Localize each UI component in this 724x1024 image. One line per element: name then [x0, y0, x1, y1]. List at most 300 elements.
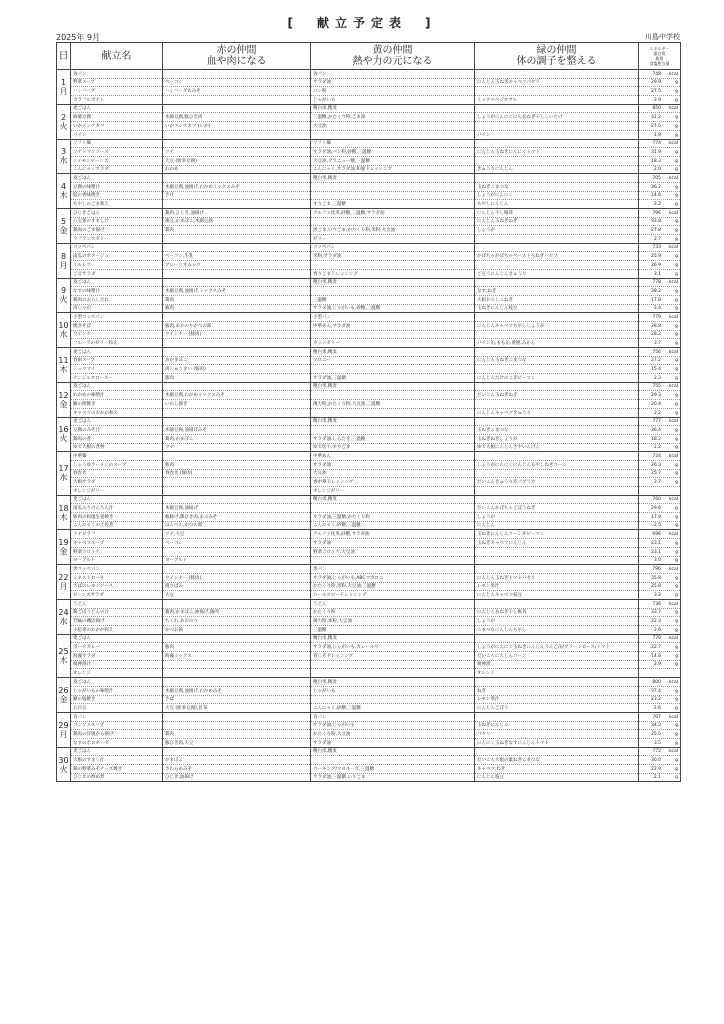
- red-cell: 大豆: [163, 591, 311, 600]
- menu-cell: オレンジゼリー: [71, 487, 163, 496]
- menu-cell: しょうゆラーメンのスープ: [71, 460, 163, 469]
- nutrition-unit: g: [675, 115, 678, 121]
- nutrition-cell: [639, 295, 681, 304]
- nutrition-unit: kcal: [668, 566, 678, 572]
- table-row: [57, 712, 681, 721]
- green-cell: 玉ねぎにんじん枝豆: [475, 304, 639, 313]
- day-cell: 16 火: [57, 417, 71, 452]
- day-cell: 12 金: [57, 382, 71, 417]
- red-cell: 鶏肉: [163, 295, 311, 304]
- nutrition-unit: g: [675, 688, 678, 694]
- table-row: [57, 130, 681, 139]
- green-cell: しょうがにんにく玉ねぎにんじんりんご缶/グリーンピース/トマト: [475, 643, 639, 652]
- yellow-cell: 精白米,精麦: [311, 104, 475, 113]
- yellow-cell: 精白米,精麦: [311, 278, 475, 287]
- nutrition-cell: [639, 235, 681, 244]
- school-name: 川島中学校: [645, 33, 680, 41]
- nutrition-value: 705: [652, 175, 661, 181]
- table-row: [57, 261, 681, 270]
- green-cell: にんじん干し椎茸: [475, 209, 639, 218]
- green-cell: にんじんキャベツきゅうり: [475, 408, 639, 417]
- nutrition-unit: g: [675, 393, 678, 399]
- red-cell: [163, 243, 311, 252]
- nutrition-cell: [639, 521, 681, 530]
- nutrition-cell: [639, 330, 681, 339]
- menu-cell: ゆで大根の煮物: [71, 443, 163, 452]
- day-cell: 3 水: [57, 139, 71, 174]
- nutrition-value: 17.9: [650, 514, 661, 520]
- green-cell: [475, 712, 639, 721]
- red-cell: 豚肉: [163, 643, 311, 652]
- green-cell: だいこんにんじんコーン: [475, 652, 639, 661]
- green-cell: [475, 547, 639, 556]
- nutrition-value: 35.8: [650, 575, 661, 581]
- table-row: [57, 582, 681, 591]
- green-cell: [475, 243, 639, 252]
- nutrition-cell: [639, 321, 681, 330]
- yellow-cell: サラダ油,じゃがいも,ABCマカロニ: [311, 573, 475, 582]
- yellow-cell: [311, 217, 475, 226]
- yellow-cell: 黒ごま,いりごま,かたくり粉,米粉,大豆油: [311, 226, 475, 235]
- red-cell: 木綿豆腐,油揚げ,わかめみそ: [163, 686, 311, 695]
- table-row: [57, 96, 681, 105]
- nutrition-unit: g: [675, 254, 678, 260]
- header-yellow: 黄の仲間 熱や力の元になる: [311, 43, 475, 70]
- nutrition-cell: [639, 130, 681, 139]
- yellow-cell: 精白米,精麦: [311, 382, 475, 391]
- day-cell: 22 月: [57, 565, 71, 600]
- yellow-cell: [311, 660, 475, 669]
- table-row: [57, 513, 681, 522]
- yellow-cell: [311, 556, 475, 565]
- green-cell: だいこんきゅうり赤パプリカ: [475, 478, 639, 487]
- yellow-cell: 食パン: [311, 712, 475, 721]
- green-cell: しょうがにんにくにんじんもやしねぎコーン: [475, 460, 639, 469]
- nutrition-cell: [639, 756, 681, 765]
- menu-cell: 八宝菜のすまし汁: [71, 217, 163, 226]
- menu-cell: 食パン: [71, 712, 163, 721]
- nutrition-value: 2.2: [653, 445, 661, 451]
- nutrition-cell: [639, 287, 681, 296]
- nutrition-cell: [639, 660, 681, 669]
- menu-cell: もやしのごま和え: [71, 200, 163, 209]
- nutrition-value: 23.1: [650, 540, 661, 546]
- nutrition-cell: [639, 608, 681, 617]
- nutrition-unit: kcal: [668, 453, 678, 459]
- nutrition-cell: [639, 96, 681, 105]
- table-row: [57, 617, 681, 626]
- yellow-cell: ソフト麺: [311, 139, 475, 148]
- red-cell: かつお節: [163, 626, 311, 635]
- green-cell: [475, 330, 639, 339]
- nutrition-unit: g: [675, 149, 678, 155]
- menu-cell: ミルレツ: [71, 261, 163, 270]
- red-cell: [163, 417, 311, 426]
- nutrition-value: 14.6: [650, 653, 661, 659]
- red-cell: いわし腺き: [163, 400, 311, 409]
- day-cell: 30 火: [57, 747, 71, 782]
- yellow-cell: カットゼリー: [311, 339, 475, 348]
- green-cell: 玉ねぎねぎしょうが: [475, 434, 639, 443]
- red-cell: 鶏肉,ひじき,油揚げ: [163, 209, 311, 218]
- nutrition-cell: [639, 382, 681, 391]
- red-cell: 豚ひき肉,大豆: [163, 738, 311, 747]
- nutrition-cell: [639, 704, 681, 713]
- table-row: [57, 469, 681, 478]
- table-row: [57, 356, 681, 365]
- day-cell: 17 水: [57, 452, 71, 495]
- menu-cell: さばのレモンソース: [71, 582, 163, 591]
- nutrition-value: 779: [652, 314, 661, 320]
- table-row: [57, 287, 681, 296]
- yellow-cell: 精白米,精麦: [311, 417, 475, 426]
- table-row: [57, 252, 681, 261]
- day-cell: 10 水: [57, 313, 71, 348]
- nutrition-cell: [639, 686, 681, 695]
- red-cell: わかめ: [163, 165, 311, 174]
- table-row: [57, 626, 681, 635]
- nutrition-value: 3.5: [653, 740, 661, 746]
- red-cell: [163, 408, 311, 417]
- table-row: [57, 487, 681, 496]
- menu-cell: キャベツスープ: [71, 539, 163, 548]
- nutrition-cell: [639, 70, 681, 79]
- table-row: [57, 139, 681, 148]
- green-cell: しょうが: [475, 513, 639, 522]
- green-cell: 玉ねぎこまつな: [475, 426, 639, 435]
- red-cell: [163, 634, 311, 643]
- nutrition-unit: kcal: [668, 749, 678, 755]
- yellow-cell: [311, 408, 475, 417]
- menu-cell: フルーツのゼリー和え: [71, 339, 163, 348]
- nutrition-cell: [639, 591, 681, 600]
- green-cell: レモン果汁: [475, 695, 639, 704]
- table-row: [57, 434, 681, 443]
- nutrition-unit: kcal: [668, 106, 678, 112]
- menu-cell: 麦ごはん: [71, 104, 163, 113]
- nutrition-value: 27.5: [650, 89, 661, 95]
- yellow-cell: [311, 756, 475, 765]
- yellow-cell: パン粉: [311, 87, 475, 96]
- menu-cell: 野菜スープ: [71, 78, 163, 87]
- yellow-cell: ゆで切干,すりごま: [311, 443, 475, 452]
- nutrition-value: 14.6: [650, 193, 661, 199]
- yellow-cell: 三温糖: [311, 295, 475, 304]
- yellow-cell: こんにゃく,サラダ油,和風ドレッシング: [311, 165, 475, 174]
- yellow-cell: サラダ油,三温糖: [311, 374, 475, 383]
- nutrition-value: 736: [652, 601, 661, 607]
- nutrition-unit: kcal: [668, 175, 678, 181]
- table-row: [57, 226, 681, 235]
- red-cell: 木綿豆腐,豚ひき肉: [163, 113, 311, 122]
- yellow-cell: 香中華ドレッシング: [311, 478, 475, 487]
- nutrition-cell: [639, 669, 681, 678]
- nutrition-cell: [639, 426, 681, 435]
- red-cell: [163, 660, 311, 669]
- red-cell: [163, 96, 311, 105]
- nutrition-unit: g: [675, 549, 678, 555]
- table-row: [57, 721, 681, 730]
- nutrition-unit: g: [675, 445, 678, 451]
- nutrition-unit: g: [675, 723, 678, 729]
- nutrition-cell: [639, 539, 681, 548]
- nutrition-unit: g: [675, 480, 678, 485]
- green-cell: ねぎ: [475, 686, 639, 695]
- yellow-cell: 黒パン: [311, 565, 475, 574]
- green-cell: [475, 599, 639, 608]
- nutrition-value: 28.2: [650, 332, 661, 338]
- red-cell: [163, 70, 311, 79]
- menu-cell: 春雨スープ: [71, 356, 163, 365]
- table-row: [57, 521, 681, 530]
- green-cell: きゅうりにんじん: [475, 165, 639, 174]
- nutrition-unit: g: [675, 462, 678, 468]
- day-cell: 2 火: [57, 104, 71, 139]
- nutrition-value: 28.8: [650, 323, 661, 329]
- menu-cell: わかめの味噌汁: [71, 391, 163, 400]
- green-cell: 玉ねぎにんじん: [475, 721, 639, 730]
- nutrition-cell: [639, 348, 681, 357]
- yellow-cell: [311, 261, 475, 270]
- green-cell: [475, 382, 639, 391]
- table-row: [57, 504, 681, 513]
- yellow-cell: 野菜コロッケ,大豆油: [311, 547, 475, 556]
- table-row: [57, 113, 681, 122]
- menu-cell: 竹輪の磯辺揚げ: [71, 617, 163, 626]
- red-cell: ベーコン,牛乳: [163, 252, 311, 261]
- green-cell: にんにく玉ねぎなすにんじんトマト: [475, 738, 639, 747]
- nutrition-value: 30.0: [650, 758, 661, 763]
- nutrition-unit: kcal: [668, 141, 678, 147]
- table-row: [57, 669, 681, 678]
- nutrition-value: 25.7: [650, 471, 661, 477]
- nutrition-unit: g: [675, 662, 678, 668]
- red-cell: [163, 313, 311, 322]
- green-cell: [475, 487, 639, 496]
- yellow-cell: 中華めん: [311, 452, 475, 461]
- nutrition-cell: [639, 139, 681, 148]
- nutrition-value: 38.2: [650, 288, 661, 294]
- menu-cell: ツナトマトソース: [71, 148, 163, 157]
- nutrition-unit: kcal: [668, 714, 678, 720]
- nutrition-unit: g: [675, 410, 678, 416]
- green-cell: 福神漬: [475, 660, 639, 669]
- table-row: [57, 634, 681, 643]
- nutrition-cell: [639, 556, 681, 565]
- red-cell: ツナ: [163, 443, 311, 452]
- nutrition-cell: [639, 400, 681, 409]
- nutrition-cell: [639, 460, 681, 469]
- green-cell: [475, 634, 639, 643]
- menu-cell: 麦ごはん: [71, 174, 163, 183]
- nutrition-value: 777: [652, 419, 661, 425]
- yellow-cell: ゼリー: [311, 235, 475, 244]
- yellow-cell: [311, 504, 475, 513]
- red-cell: ヨーグルト: [163, 556, 311, 565]
- nutrition-cell: [639, 721, 681, 730]
- table-row: [57, 686, 681, 695]
- nutrition-value: 2.0: [653, 167, 661, 173]
- red-cell: 揚さばみ: [163, 582, 311, 591]
- green-cell: にんじん枝豆: [475, 773, 639, 782]
- green-cell: しょうが: [475, 226, 639, 235]
- yellow-cell: [311, 426, 475, 435]
- nutrition-cell: [639, 478, 681, 487]
- nutrition-value: 778: [652, 280, 661, 286]
- menu-cell: 五目豆: [71, 704, 163, 713]
- nutrition-unit: g: [675, 523, 678, 529]
- table-row: [57, 365, 681, 374]
- menu-cell: 麦ごはん: [71, 278, 163, 287]
- green-cell: パイン缶,もも缶,黄桃,みかん: [475, 339, 639, 348]
- nutrition-unit: g: [675, 740, 678, 746]
- nutrition-value: 707: [652, 714, 661, 720]
- menu-cell: ウインナー: [71, 330, 163, 339]
- red-cell: 鶏肉: [163, 226, 311, 235]
- yellow-cell: 青じそドレッシング: [311, 652, 475, 661]
- menu-cell: 麻婆豆腐: [71, 113, 163, 122]
- menu-cell: カラフルポテト: [71, 96, 163, 105]
- nutrition-value: 696: [652, 532, 661, 538]
- green-cell: 玉ねぎキャベツにんじん: [475, 539, 639, 548]
- yellow-cell: サラダ油,じゃがいも,カレールウ: [311, 643, 475, 652]
- yellow-cell: [311, 287, 475, 296]
- green-cell: にんじん玉ねぎにんにくトマト: [475, 148, 639, 157]
- yellow-cell: 米粉,サラダ油: [311, 252, 475, 261]
- menu-cell: 麦ごはん: [71, 417, 163, 426]
- green-cell: [475, 495, 639, 504]
- table-row: [57, 156, 681, 165]
- table-row: [57, 608, 681, 617]
- yellow-cell: サラダ油,パン粉,砂糖,三温糖: [311, 148, 475, 157]
- menu-cell: ヨーグルト: [71, 556, 163, 565]
- nutrition-value: 36.4: [650, 427, 661, 433]
- table-row: [57, 330, 681, 339]
- day-cell: 19 金: [57, 530, 71, 565]
- nutrition-unit: g: [675, 228, 678, 234]
- table-row: [57, 122, 681, 131]
- menu-cell: 豆腐のみそ汁: [71, 426, 163, 435]
- table-row: [57, 200, 681, 209]
- red-cell: かまぼこ: [163, 756, 311, 765]
- menu-cell: 麦ごはん: [71, 495, 163, 504]
- yellow-cell: かたくり粉,大豆油: [311, 730, 475, 739]
- nutrition-cell: [639, 356, 681, 365]
- menu-cell: 食パン: [71, 70, 163, 79]
- nutrition-cell: [639, 573, 681, 582]
- yellow-cell: 精白米,精麦: [311, 747, 475, 756]
- menu-cell: ラフランスゼリー: [71, 235, 163, 244]
- header-green: 緑の仲間 体の調子を整える: [475, 43, 639, 70]
- header-day: 日: [57, 43, 71, 70]
- menu-cell: 麦ごはん: [71, 747, 163, 756]
- day-cell: 18 木: [57, 495, 71, 530]
- yellow-cell: マロニー: [311, 356, 475, 365]
- nutrition-value: 20.4: [650, 401, 661, 407]
- menu-cell: ソフト麺: [71, 139, 163, 148]
- nutrition-unit: g: [675, 341, 678, 346]
- menu-cell: なすの味噌汁: [71, 287, 163, 296]
- red-cell: [163, 599, 311, 608]
- table-row: [57, 295, 681, 304]
- table-row: [57, 426, 681, 435]
- nutrition-cell: [639, 165, 681, 174]
- menu-cell: いかメンチカツ: [71, 122, 163, 131]
- nutrition-value: 2.7: [653, 236, 661, 242]
- red-cell: 木綿豆腐,油揚げ,わかめミックスみそ: [163, 182, 311, 191]
- nutrition-value: 800: [652, 679, 661, 685]
- table-row: [57, 104, 681, 113]
- nutrition-unit: g: [675, 584, 678, 590]
- menu-cell: ご豆サラダ: [71, 269, 163, 278]
- menu-table: [56, 42, 681, 782]
- menu-cell: ひじきごはん: [71, 209, 163, 218]
- nutrition-cell: [639, 513, 681, 522]
- green-cell: にんじん玉ねぎねぎ: [475, 217, 639, 226]
- table-row: [57, 87, 681, 96]
- red-cell: [163, 547, 311, 556]
- table-row: [57, 738, 681, 747]
- table-row: [57, 217, 681, 226]
- red-cell: 木綿豆腐,油揚げみそ: [163, 426, 311, 435]
- green-cell: [475, 70, 639, 79]
- nutrition-value: 22.7: [650, 645, 661, 651]
- nutrition-unit: g: [675, 731, 678, 737]
- yellow-cell: 中華めん,サラダ油: [311, 321, 475, 330]
- red-cell: 鶏肉,かまぼこ: [163, 434, 311, 443]
- red-cell: ウインナー (豚肉): [163, 330, 311, 339]
- nutrition-unit: g: [675, 775, 678, 781]
- nutrition-unit: g: [675, 262, 678, 268]
- table-row: [57, 773, 681, 782]
- nutrition-unit: kcal: [668, 532, 678, 538]
- nutrition-value: 17.8: [650, 297, 661, 303]
- nutrition-unit: g: [675, 705, 678, 711]
- nutrition-cell: [639, 730, 681, 739]
- menu-cell: コンソメスープ: [71, 721, 163, 730]
- yellow-cell: こんにゃく,砂糖,三温糖: [311, 521, 475, 530]
- nutrition-value: 23.1: [650, 549, 661, 555]
- menu-cell: 大根サラダ: [71, 478, 163, 487]
- nutrition-cell: [639, 261, 681, 270]
- green-cell: ゆで大根にんじんさやいんげん: [475, 443, 639, 452]
- green-cell: かぼちゃかぼちゃペースト玉ねぎパセリ: [475, 252, 639, 261]
- red-cell: 豚肉: [163, 304, 311, 313]
- nutrition-value: 772: [652, 749, 661, 755]
- menu-cell: チンジャオロースー: [71, 374, 163, 383]
- nutrition-value: 2.6: [653, 627, 661, 633]
- nutrition-value: 22.9: [650, 766, 661, 772]
- yellow-cell: 三温糖: [311, 626, 475, 635]
- yellow-cell: [311, 365, 475, 374]
- nutrition-value: 25.5: [650, 731, 661, 737]
- red-cell: 凍豆,かまぼこ,木綿豆腐: [163, 217, 311, 226]
- red-cell: [163, 565, 311, 574]
- menu-cell: キャベツのおかか和え: [71, 408, 163, 417]
- nutrition-value: 779: [652, 636, 661, 642]
- nutrition-value: 25.9: [650, 254, 661, 260]
- table-row: [57, 643, 681, 652]
- green-cell: なす,ねぎ: [475, 287, 639, 296]
- menu-cell: コッペパン: [71, 243, 163, 252]
- day-cell: 8 月: [57, 243, 71, 278]
- table-row: [57, 695, 681, 704]
- red-cell: いかメンチカツ (いか): [163, 122, 311, 131]
- yellow-cell: 精白米,精麦: [311, 495, 475, 504]
- yellow-cell: [311, 330, 475, 339]
- nutrition-value: 2.9: [653, 662, 661, 668]
- menu-cell: ミネストローネ: [71, 573, 163, 582]
